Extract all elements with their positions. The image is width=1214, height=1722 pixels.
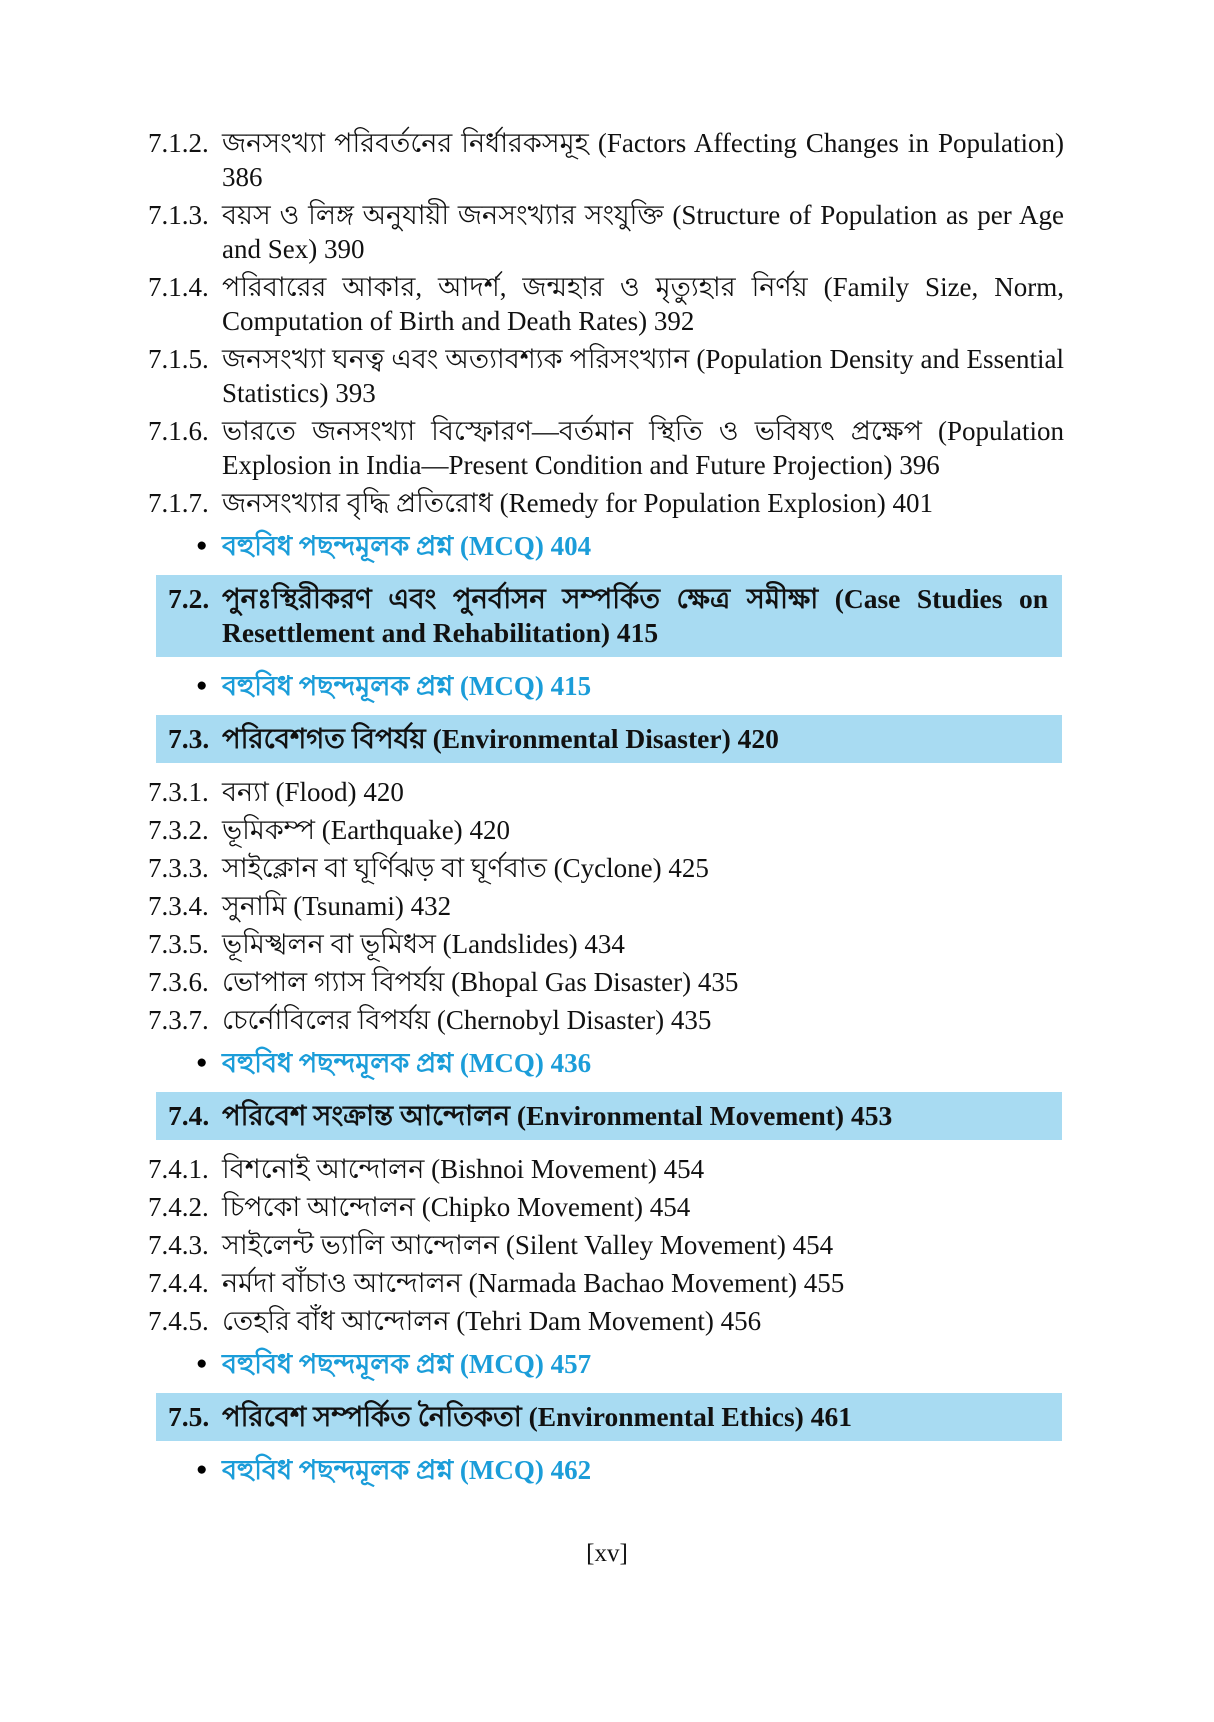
toc-mcq-page: 404 — [550, 531, 592, 561]
toc-entry — [148, 1003, 1064, 1037]
toc-mcq-text — [222, 669, 1064, 703]
bullet-icon: ● — [196, 1052, 208, 1073]
toc-entry-number: 7.3.7. — [148, 1005, 209, 1035]
toc-entry-text — [222, 813, 1064, 847]
toc-entry-page: 396 — [899, 450, 940, 480]
toc-entry-text — [222, 851, 1064, 885]
toc-entry-number: 7.1.5. — [148, 344, 209, 374]
toc-entry-number: 7.3.4. — [148, 891, 209, 921]
toc-section-number: 7.4. — [168, 1100, 210, 1131]
toc-entry-title: ভূমিস্খলন বা ভূমিধস (Landslides) — [222, 929, 578, 959]
toc-entry-number: 7.4.2. — [148, 1192, 209, 1222]
toc-entry-title: চিপকো আন্দোলন (Chipko Movement) — [222, 1192, 643, 1222]
toc-section-number: 7.3. — [168, 723, 210, 754]
bullet-icon: ● — [196, 675, 208, 696]
toc-entry-text — [222, 1152, 1064, 1186]
toc-section-text — [222, 1099, 1048, 1133]
toc-entry-text — [222, 1190, 1064, 1224]
toc-entry — [148, 927, 1064, 961]
toc-entry-page: 401 — [892, 488, 934, 518]
toc-entry-number: 7.3.5. — [148, 929, 209, 959]
toc-entry-number: 7.4.1. — [148, 1154, 209, 1184]
toc-entry-text — [222, 198, 1064, 266]
toc-entry-text — [222, 965, 1064, 999]
toc-entry-text — [222, 414, 1064, 482]
toc-entry — [148, 851, 1064, 885]
toc-entry-title: পরিবারের আকার, আদর্শ, জন্মহার ও মৃত্যুহার নির্ণয় (Family Size, Norm, Computation of Birth and Death Rates) — [222, 272, 1064, 336]
toc-entry-page: 456 — [720, 1306, 762, 1336]
toc-entry-page: 435 — [697, 967, 739, 997]
toc-entry-number: 7.3.1. — [148, 777, 209, 807]
toc-entry-page: 425 — [668, 853, 709, 883]
toc-entry-page: 386 — [222, 162, 263, 192]
toc-entry-number: 7.4.3. — [148, 1230, 209, 1260]
toc-entry-page: 454 — [663, 1154, 705, 1184]
toc-entry — [148, 198, 1064, 266]
toc-section-number: 7.5. — [168, 1401, 210, 1432]
toc-entry-page: 393 — [335, 378, 376, 408]
toc-section-text — [222, 722, 1048, 756]
toc-mcq-page: 436 — [550, 1048, 592, 1078]
toc-entry-text — [222, 775, 1064, 809]
toc-section-header — [156, 1092, 1062, 1140]
toc-section-header — [156, 715, 1062, 763]
toc-entry — [148, 965, 1064, 999]
toc-mcq-text — [222, 1347, 1064, 1381]
toc-entry-title: সাইক্লোন বা ঘূর্ণিঝড় বা ঘূর্ণবাত (Cyclone) — [222, 853, 662, 883]
toc-mcq-title: বহুবিধ পছন্দমূলক প্রশ্ন (MCQ) — [222, 1048, 544, 1078]
toc-section-number: 7.2. — [168, 583, 210, 614]
toc-entry-page: 432 — [410, 891, 452, 921]
toc-section-page: 461 — [810, 1401, 852, 1432]
toc-entry — [148, 126, 1064, 194]
bullet-icon: ● — [196, 535, 208, 556]
toc-entry-number: 7.3.6. — [148, 967, 209, 997]
toc-mcq-page: 457 — [550, 1349, 592, 1379]
toc-section-header — [156, 1393, 1062, 1441]
toc-section-page: 420 — [737, 723, 779, 754]
bullet-icon: ● — [196, 1459, 208, 1480]
toc-section-page: 415 — [616, 617, 659, 648]
toc-entry-text — [222, 126, 1064, 194]
toc-entry — [148, 1190, 1064, 1224]
toc-entry-text — [222, 1266, 1064, 1300]
toc-entry-text — [222, 270, 1064, 338]
toc-entry-page: 435 — [670, 1005, 712, 1035]
toc-mcq-page: 462 — [550, 1455, 592, 1485]
toc-entry-number: 7.1.7. — [148, 488, 209, 518]
toc-entry-title: তেহরি বাঁধ আন্দোলন (Tehri Dam Movement) — [222, 1306, 714, 1336]
toc-entry-title: বিশনোই আন্দোলন (Bishnoi Movement) — [222, 1154, 657, 1184]
toc-entry-title: সাইলেন্ট ভ্যালি আন্দোলন (Silent Valley Movement) — [222, 1230, 786, 1260]
toc-entry-title: নর্মদা বাঁচাও আন্দোলন (Narmada Bachao Movement) — [222, 1268, 797, 1298]
toc-entry — [148, 414, 1064, 482]
toc-mcq-title: বহুবিধ পছন্দমূলক প্রশ্ন (MCQ) — [222, 1455, 544, 1485]
toc-mcq-text — [222, 1453, 1064, 1487]
toc-entry-number: 7.3.2. — [148, 815, 209, 845]
toc-entry-text — [222, 342, 1064, 410]
toc-entry-title: বন্যা (Flood) — [222, 777, 357, 807]
toc-section-text — [222, 582, 1048, 650]
toc-section-title: পরিবেশগত বিপর্যয় (Environmental Disaster) — [222, 723, 731, 754]
toc-entry-text — [222, 1228, 1064, 1262]
toc-entry-title: ভোপাল গ্যাস বিপর্যয় (Bhopal Gas Disaster) — [222, 967, 692, 997]
toc-mcq-title: বহুবিধ পছন্দমূলক প্রশ্ন (MCQ) — [222, 671, 544, 701]
toc-entry-text — [222, 1304, 1064, 1338]
toc-entry-number: 7.3.3. — [148, 853, 209, 883]
toc-entry — [148, 1228, 1064, 1262]
toc-entry-title: ভূমিকম্প (Earthquake) — [222, 815, 463, 845]
toc-section-title: পরিবেশ সম্পর্কিত নৈতিকতা (Environmental Ethics) — [222, 1401, 804, 1432]
toc-mcq-item — [148, 1347, 1064, 1381]
toc-entry — [148, 486, 1064, 520]
toc-entry-page: 420 — [469, 815, 510, 845]
toc-mcq-item — [148, 669, 1064, 703]
toc-entry-text — [222, 889, 1064, 923]
toc-entry-page: 454 — [649, 1192, 691, 1222]
toc-entry-number: 7.1.6. — [148, 416, 209, 446]
toc-entry-text — [222, 1003, 1064, 1037]
toc-entry-title: জনসংখ্যা পরিবর্তনের নির্ধারকসমূহ (Factors Affecting Changes in Population) — [222, 128, 1064, 158]
toc-mcq-item — [148, 529, 1064, 563]
toc-section-text — [222, 1400, 1048, 1434]
toc-entry — [148, 813, 1064, 847]
toc-entry — [148, 270, 1064, 338]
toc-entry-title: জনসংখ্যার বৃদ্ধি প্রতিরোধ (Remedy for Population Explosion) — [222, 488, 886, 518]
toc-mcq-title: বহুবিধ পছন্দমূলক প্রশ্ন (MCQ) — [222, 1349, 544, 1379]
toc-entry — [148, 342, 1064, 410]
toc-entry-title: ভারতে জনসংখ্যা বিস্ফোরণ—বর্তমান স্থিতি ও ভবিষ্যৎ প্রক্ষেপ (Population Explosion in India—Present Condition and Future Projection) — [222, 416, 1064, 480]
toc-entry-page: 420 — [363, 777, 404, 807]
toc-list — [148, 126, 1064, 1487]
toc-entry — [148, 1304, 1064, 1338]
toc-entry-text — [222, 927, 1064, 961]
toc-entry-page: 392 — [653, 306, 695, 336]
toc-section-title: পরিবেশ সংক্রান্ত আন্দোলন (Environmental Movement) — [222, 1100, 845, 1131]
toc-entry-page: 454 — [792, 1230, 834, 1260]
toc-entry-page: 455 — [803, 1268, 845, 1298]
toc-entry-title: চের্নোবিলের বিপর্যয় (Chernobyl Disaster) — [222, 1005, 665, 1035]
toc-entry-number: 7.1.2. — [148, 128, 209, 158]
toc-entry-number: 7.4.4. — [148, 1268, 209, 1298]
toc-entry-number: 7.1.4. — [148, 272, 209, 302]
bullet-icon: ● — [196, 1353, 208, 1374]
toc-section-title: পুনঃস্থিরীকরণ এবং পুনর্বাসন সম্পর্কিত ক্ষেত্র সমীক্ষা (Case Studies on Resettlement and Rehabilitation) — [222, 583, 1048, 648]
toc-mcq-page: 415 — [550, 671, 592, 701]
toc-entry-number: 7.4.5. — [148, 1306, 209, 1336]
toc-entry — [148, 1266, 1064, 1300]
toc-mcq-item — [148, 1453, 1064, 1487]
toc-mcq-title: বহুবিধ পছন্দমূলক প্রশ্ন (MCQ) — [222, 531, 544, 561]
toc-entry-number: 7.1.3. — [148, 200, 209, 230]
toc-section-header — [156, 575, 1062, 657]
toc-entry-text — [222, 486, 1064, 520]
page-folio: [xv] — [586, 1540, 628, 1567]
toc-entry — [148, 775, 1064, 809]
toc-entry-title: সুনামি (Tsunami) — [222, 891, 404, 921]
toc-entry-title: জনসংখ্যা ঘনত্ব এবং অত্যাবশ্যক পরিসংখ্যান (Population Density and Essential Statistics) — [222, 344, 1064, 408]
toc-entry — [148, 889, 1064, 923]
toc-entry-page: 434 — [584, 929, 625, 959]
toc-mcq-text — [222, 1046, 1064, 1080]
toc-mcq-text — [222, 529, 1064, 563]
toc-entry — [148, 1152, 1064, 1186]
toc-entry-title: বয়স ও লিঙ্গ অনুযায়ী জনসংখ্যার সংযুক্তি (Structure of Population as per Age and Sex) — [222, 200, 1064, 264]
toc-section-page: 453 — [850, 1100, 893, 1131]
toc-mcq-item — [148, 1046, 1064, 1080]
toc-entry-page: 390 — [323, 234, 365, 264]
